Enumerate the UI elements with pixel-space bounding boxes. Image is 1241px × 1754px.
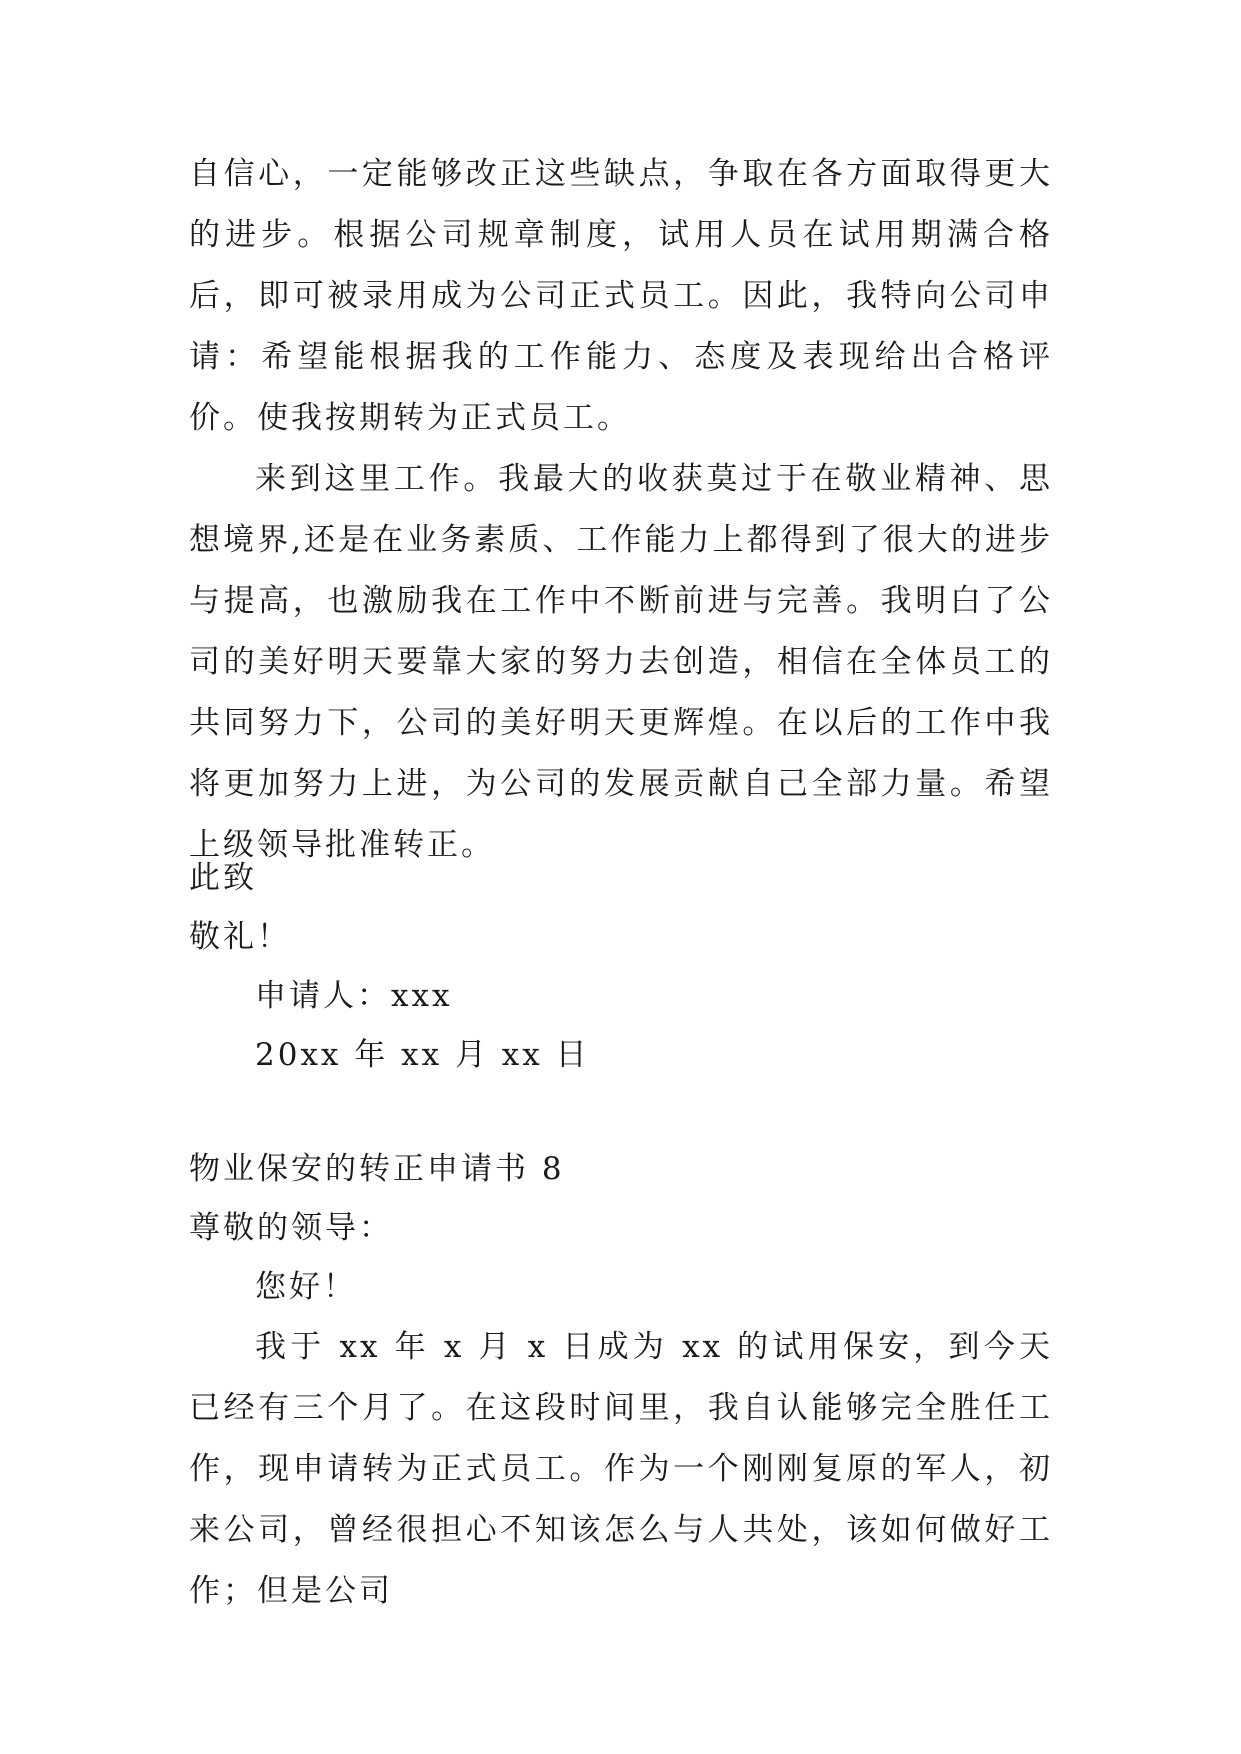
letter-8-title: 物业保安的转正申请书 8 [189,1151,565,1187]
letter-8-salutation: 尊敬的领导： [189,1210,393,1246]
letter-body-continued [189,144,1053,876]
letter-8-paragraph-1: 我于 xx 年 x 月 x 日成为 xx 的试用保安，到今天已经有三个月了。在这段时间里，我自认能够完全胜任工作，现申请转为正式员工。作为一个刚刚复原的军人，初来公司，曾经很担心不知该怎么与人共处，该如何做好工作；但是公司 [189,1329,1053,1609]
closing-line-2: 敬礼！ [189,919,291,955]
applicant-signature: 申请人：xxx [255,978,453,1014]
continuation-paragraph: 自信心，一定能够改正这些缺点，争取在各方面取得更大的进步。根据公司规章制度，试用人员在试用期满合格后，即可被录用成为公司正式员工。因此，我特向公司申请：希望能根据我的工作能力、态度及表现给出合格评价。使我按期转为正式员工。 [189,156,1053,436]
closing-line-1: 此致 [189,860,257,896]
letter-closing [189,849,1053,1085]
body-paragraph-2: 来到这里工作。我最大的收获莫过于在敬业精神、思想境界,还是在业务素质、工作能力上都得到了很大的进步与提高，也激励我在工作中不断前进与完善。我明白了公司的美好明天要靠大家的努力去创造，相信在全体员工的共同努力下，公司的美好明天更辉煌。在以后的工作中我将更加努力上进，为公司的发展贡献自己全部力量。希望上级领导批准转正。 [189,461,1053,863]
letter-8 [189,1140,1053,1622]
letter-8-greeting: 您好！ [255,1269,357,1305]
letter-date: 20xx 年 xx 月 xx 日 [255,1037,590,1073]
